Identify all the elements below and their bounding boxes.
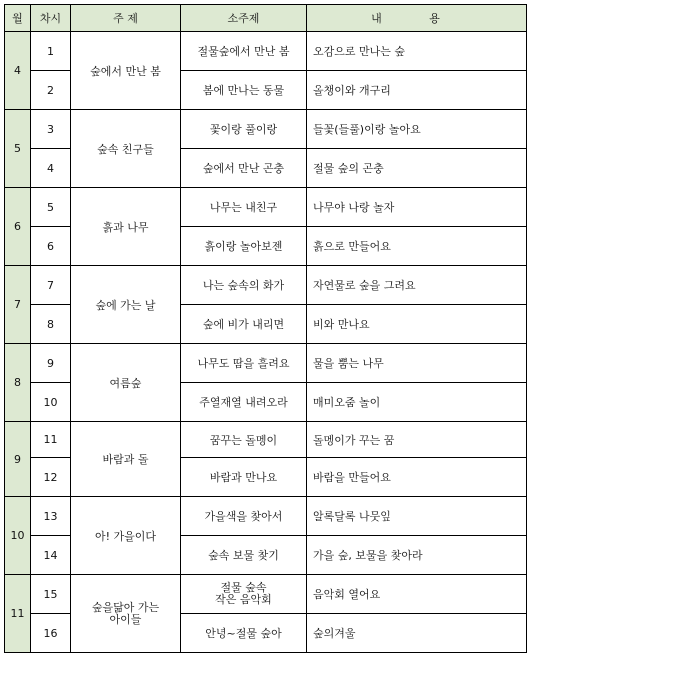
theme-line: 아이들	[109, 612, 142, 626]
header-content	[307, 5, 527, 32]
session-cell: 15	[31, 575, 71, 614]
session-cell: 5	[31, 188, 71, 227]
month-cell: 10	[5, 497, 31, 575]
subtheme-cell: 숲에 비가 내리면	[181, 305, 307, 344]
month-cell: 6	[5, 188, 31, 266]
table-header	[5, 5, 527, 32]
header-subtheme: 소주제	[181, 5, 307, 32]
month-cell: 7	[5, 266, 31, 344]
header-session: 차시	[31, 5, 71, 32]
subtheme-cell: 가을색을 찾아서	[181, 497, 307, 536]
table-row	[5, 422, 527, 458]
session-cell: 13	[31, 497, 71, 536]
session-cell: 6	[31, 227, 71, 266]
content-cell: 숲의겨울	[307, 614, 527, 653]
theme-cell: 숲에서 만난 봄	[71, 32, 181, 110]
session-cell: 4	[31, 149, 71, 188]
theme-cell: 숲에 가는 날	[71, 266, 181, 344]
subtheme-cell: 나무도 땀을 흘려요	[181, 344, 307, 383]
table-row	[5, 497, 527, 536]
table-body	[5, 32, 527, 653]
table-row	[5, 188, 527, 227]
header-month: 월	[5, 5, 31, 32]
subtheme-line: 절물 숲속	[220, 581, 267, 594]
header-row	[5, 5, 527, 32]
content-cell: 흙으로 만들어요	[307, 227, 527, 266]
session-cell: 1	[31, 32, 71, 71]
session-cell: 11	[31, 422, 71, 458]
theme-cell: 아! 가을이다	[71, 497, 181, 575]
session-cell: 12	[31, 458, 71, 497]
subtheme-cell: 봄에 만나는 동물	[181, 71, 307, 110]
table-row	[5, 344, 527, 383]
table-row	[5, 266, 527, 305]
session-cell: 10	[31, 383, 71, 422]
session-cell: 16	[31, 614, 71, 653]
subtheme-line: 작은 음악회	[215, 593, 272, 606]
curriculum-table	[4, 4, 527, 653]
subtheme-cell: 꽃이랑 풀이랑	[181, 110, 307, 149]
subtheme-cell: 바람과 만나요	[181, 458, 307, 497]
theme-cell: 흙과 나무	[71, 188, 181, 266]
subtheme-cell: 숲속 보물 찾기	[181, 536, 307, 575]
subtheme-cell: 숲에서 만난 곤충	[181, 149, 307, 188]
theme-cell: 숲속 친구들	[71, 110, 181, 188]
table-row	[5, 575, 527, 614]
header-theme: 주 제	[71, 5, 181, 32]
subtheme-cell: 나무는 내친구	[181, 188, 307, 227]
content-cell: 알록달록 나뭇잎	[307, 497, 527, 536]
content-cell: 돌멩이가 꾸는 꿈	[307, 422, 527, 458]
header-content-label: 내 용	[371, 12, 462, 25]
theme-cell: 바람과 돌	[71, 422, 181, 497]
subtheme-cell: 흙이랑 놀아보젠	[181, 227, 307, 266]
session-cell: 2	[31, 71, 71, 110]
month-cell: 9	[5, 422, 31, 497]
content-cell: 나무야 나랑 놀자	[307, 188, 527, 227]
session-cell: 9	[31, 344, 71, 383]
session-cell: 7	[31, 266, 71, 305]
table-row	[5, 32, 527, 71]
session-cell: 14	[31, 536, 71, 575]
month-cell: 11	[5, 575, 31, 653]
subtheme-cell: 안녕~절물 숲아	[181, 614, 307, 653]
subtheme-cell	[181, 575, 307, 614]
theme-cell: 여름숲	[71, 344, 181, 422]
content-cell: 물을 뿜는 나무	[307, 344, 527, 383]
theme-line: 숲을닮아 가는	[91, 600, 160, 614]
table-row	[5, 110, 527, 149]
content-cell: 가을 숲, 보물을 찾아라	[307, 536, 527, 575]
subtheme-cell: 꿈꾸는 돌멩이	[181, 422, 307, 458]
content-cell: 음악회 열어요	[307, 575, 527, 614]
content-cell: 들꽃(들풀)이랑 놀아요	[307, 110, 527, 149]
theme-cell	[71, 575, 181, 653]
month-cell: 5	[5, 110, 31, 188]
content-cell: 매미오줌 놀이	[307, 383, 527, 422]
content-cell: 올챙이와 개구리	[307, 71, 527, 110]
content-cell: 비와 만나요	[307, 305, 527, 344]
subtheme-cell: 절물숲에서 만난 봄	[181, 32, 307, 71]
content-cell: 자연물로 숲을 그려요	[307, 266, 527, 305]
subtheme-cell: 나는 숲속의 화가	[181, 266, 307, 305]
session-cell: 3	[31, 110, 71, 149]
month-cell: 8	[5, 344, 31, 422]
content-cell: 오감으로 만나는 숲	[307, 32, 527, 71]
month-cell: 4	[5, 32, 31, 110]
content-cell: 바람을 만들어요	[307, 458, 527, 497]
subtheme-cell: 주열재열 내려오라	[181, 383, 307, 422]
content-cell: 절물 숲의 곤충	[307, 149, 527, 188]
session-cell: 8	[31, 305, 71, 344]
